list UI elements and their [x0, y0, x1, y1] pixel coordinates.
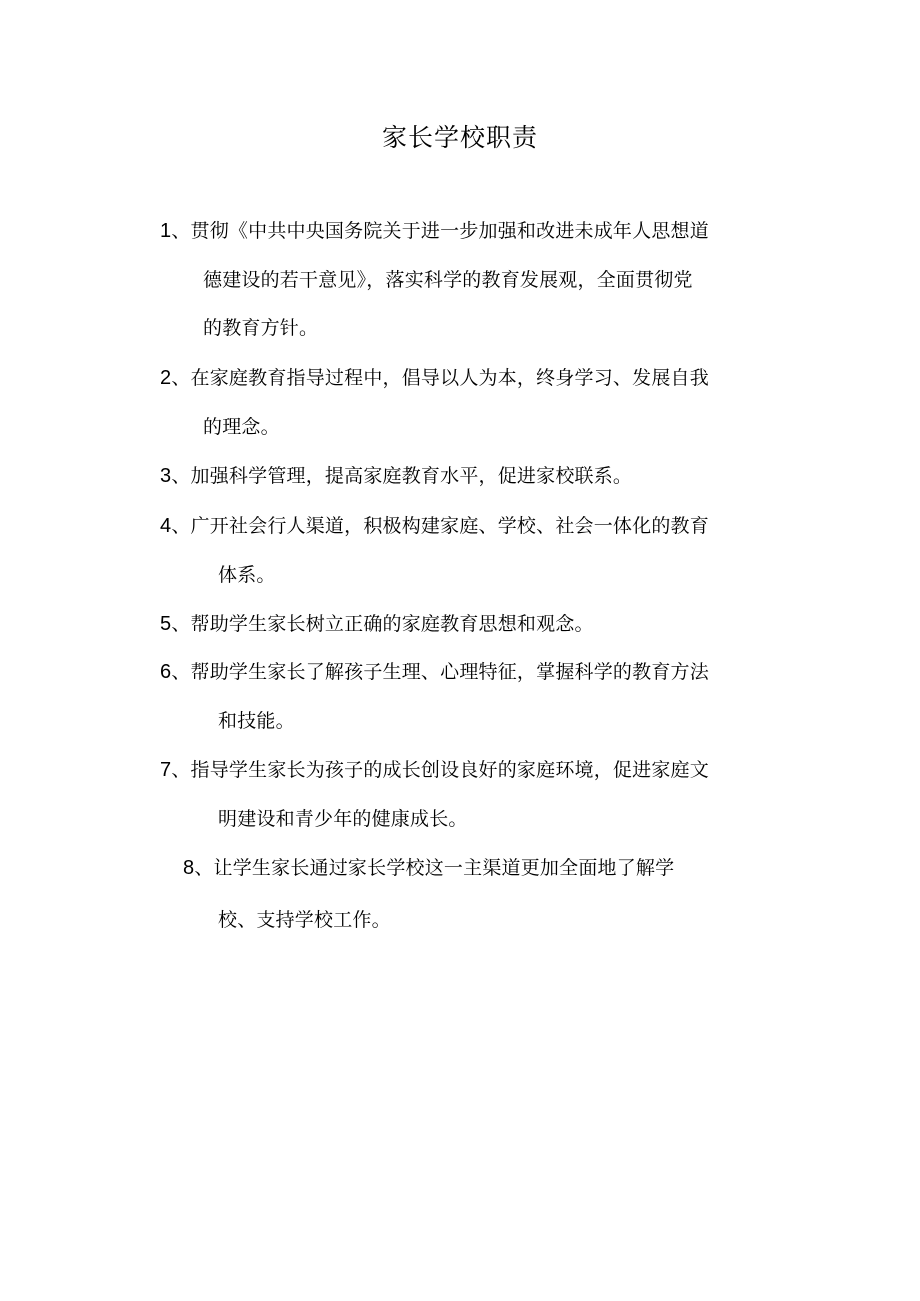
- item-3-text-line-1: 、加强科学管理，提高家庭教育水平，促进家校联系。: [171, 465, 633, 487]
- item-6-number: 6: [160, 661, 172, 683]
- item-4-number: 4: [160, 515, 172, 537]
- item-1-number: 1: [160, 220, 172, 242]
- item-7-line-1: [160, 757, 709, 783]
- item-4-text-line-1: 、广开社会行人渠道，积极构建家庭、学校、社会一体化的教育: [171, 515, 709, 537]
- item-1-line-1: [160, 218, 709, 244]
- item-4-line-1: [160, 513, 709, 539]
- item-2-line-1: [160, 365, 709, 391]
- item-3-number: 3: [160, 465, 172, 487]
- item-7-text-line-1: 、指导学生家长为孩子的成长创设良好的家庭环境，促进家庭文: [171, 759, 709, 781]
- item-8-number: 8: [183, 857, 195, 879]
- item-2-number: 2: [160, 367, 172, 389]
- item-6-text-line-1: 、帮助学生家长了解孩子生理、心理特征，掌握科学的教育方法: [171, 661, 709, 683]
- item-5-text-line-1: 、帮助学生家长树立正确的家庭教育思想和观念。: [171, 613, 594, 635]
- item-5-number: 5: [160, 613, 172, 635]
- item-8-line-1: [183, 855, 674, 881]
- item-3-line-1: [160, 463, 632, 489]
- item-8-text-line-1: 、让学生家长通过家长学校这一主渠道更加全面地了解学: [194, 857, 675, 879]
- item-2-text-line-1: 、在家庭教育指导过程中，倡导以人为本，终身学习、发展自我: [171, 367, 709, 389]
- item-1-line-2: 德建设的若干意见》，落实科学的教育发展观，全面贯彻党: [203, 269, 693, 291]
- item-4-line-2: 体系。: [218, 564, 276, 586]
- item-8-line-2: 校、支持学校工作。: [218, 909, 391, 931]
- item-6-line-2: 和技能。: [218, 710, 295, 732]
- item-7-number: 7: [160, 759, 172, 781]
- item-2-line-2: 的理念。: [203, 416, 280, 438]
- item-1-text-line-1: 、贯彻《中共中央国务院关于进一步加强和改进未成年人思想道: [171, 220, 709, 242]
- item-1-line-3: 的教育方针。: [203, 317, 319, 339]
- item-7-line-2: 明建设和青少年的健康成长。: [218, 808, 468, 830]
- item-5-line-1: [160, 611, 594, 637]
- document-title: 家长学校职责: [381, 123, 538, 152]
- item-6-line-1: [160, 659, 709, 685]
